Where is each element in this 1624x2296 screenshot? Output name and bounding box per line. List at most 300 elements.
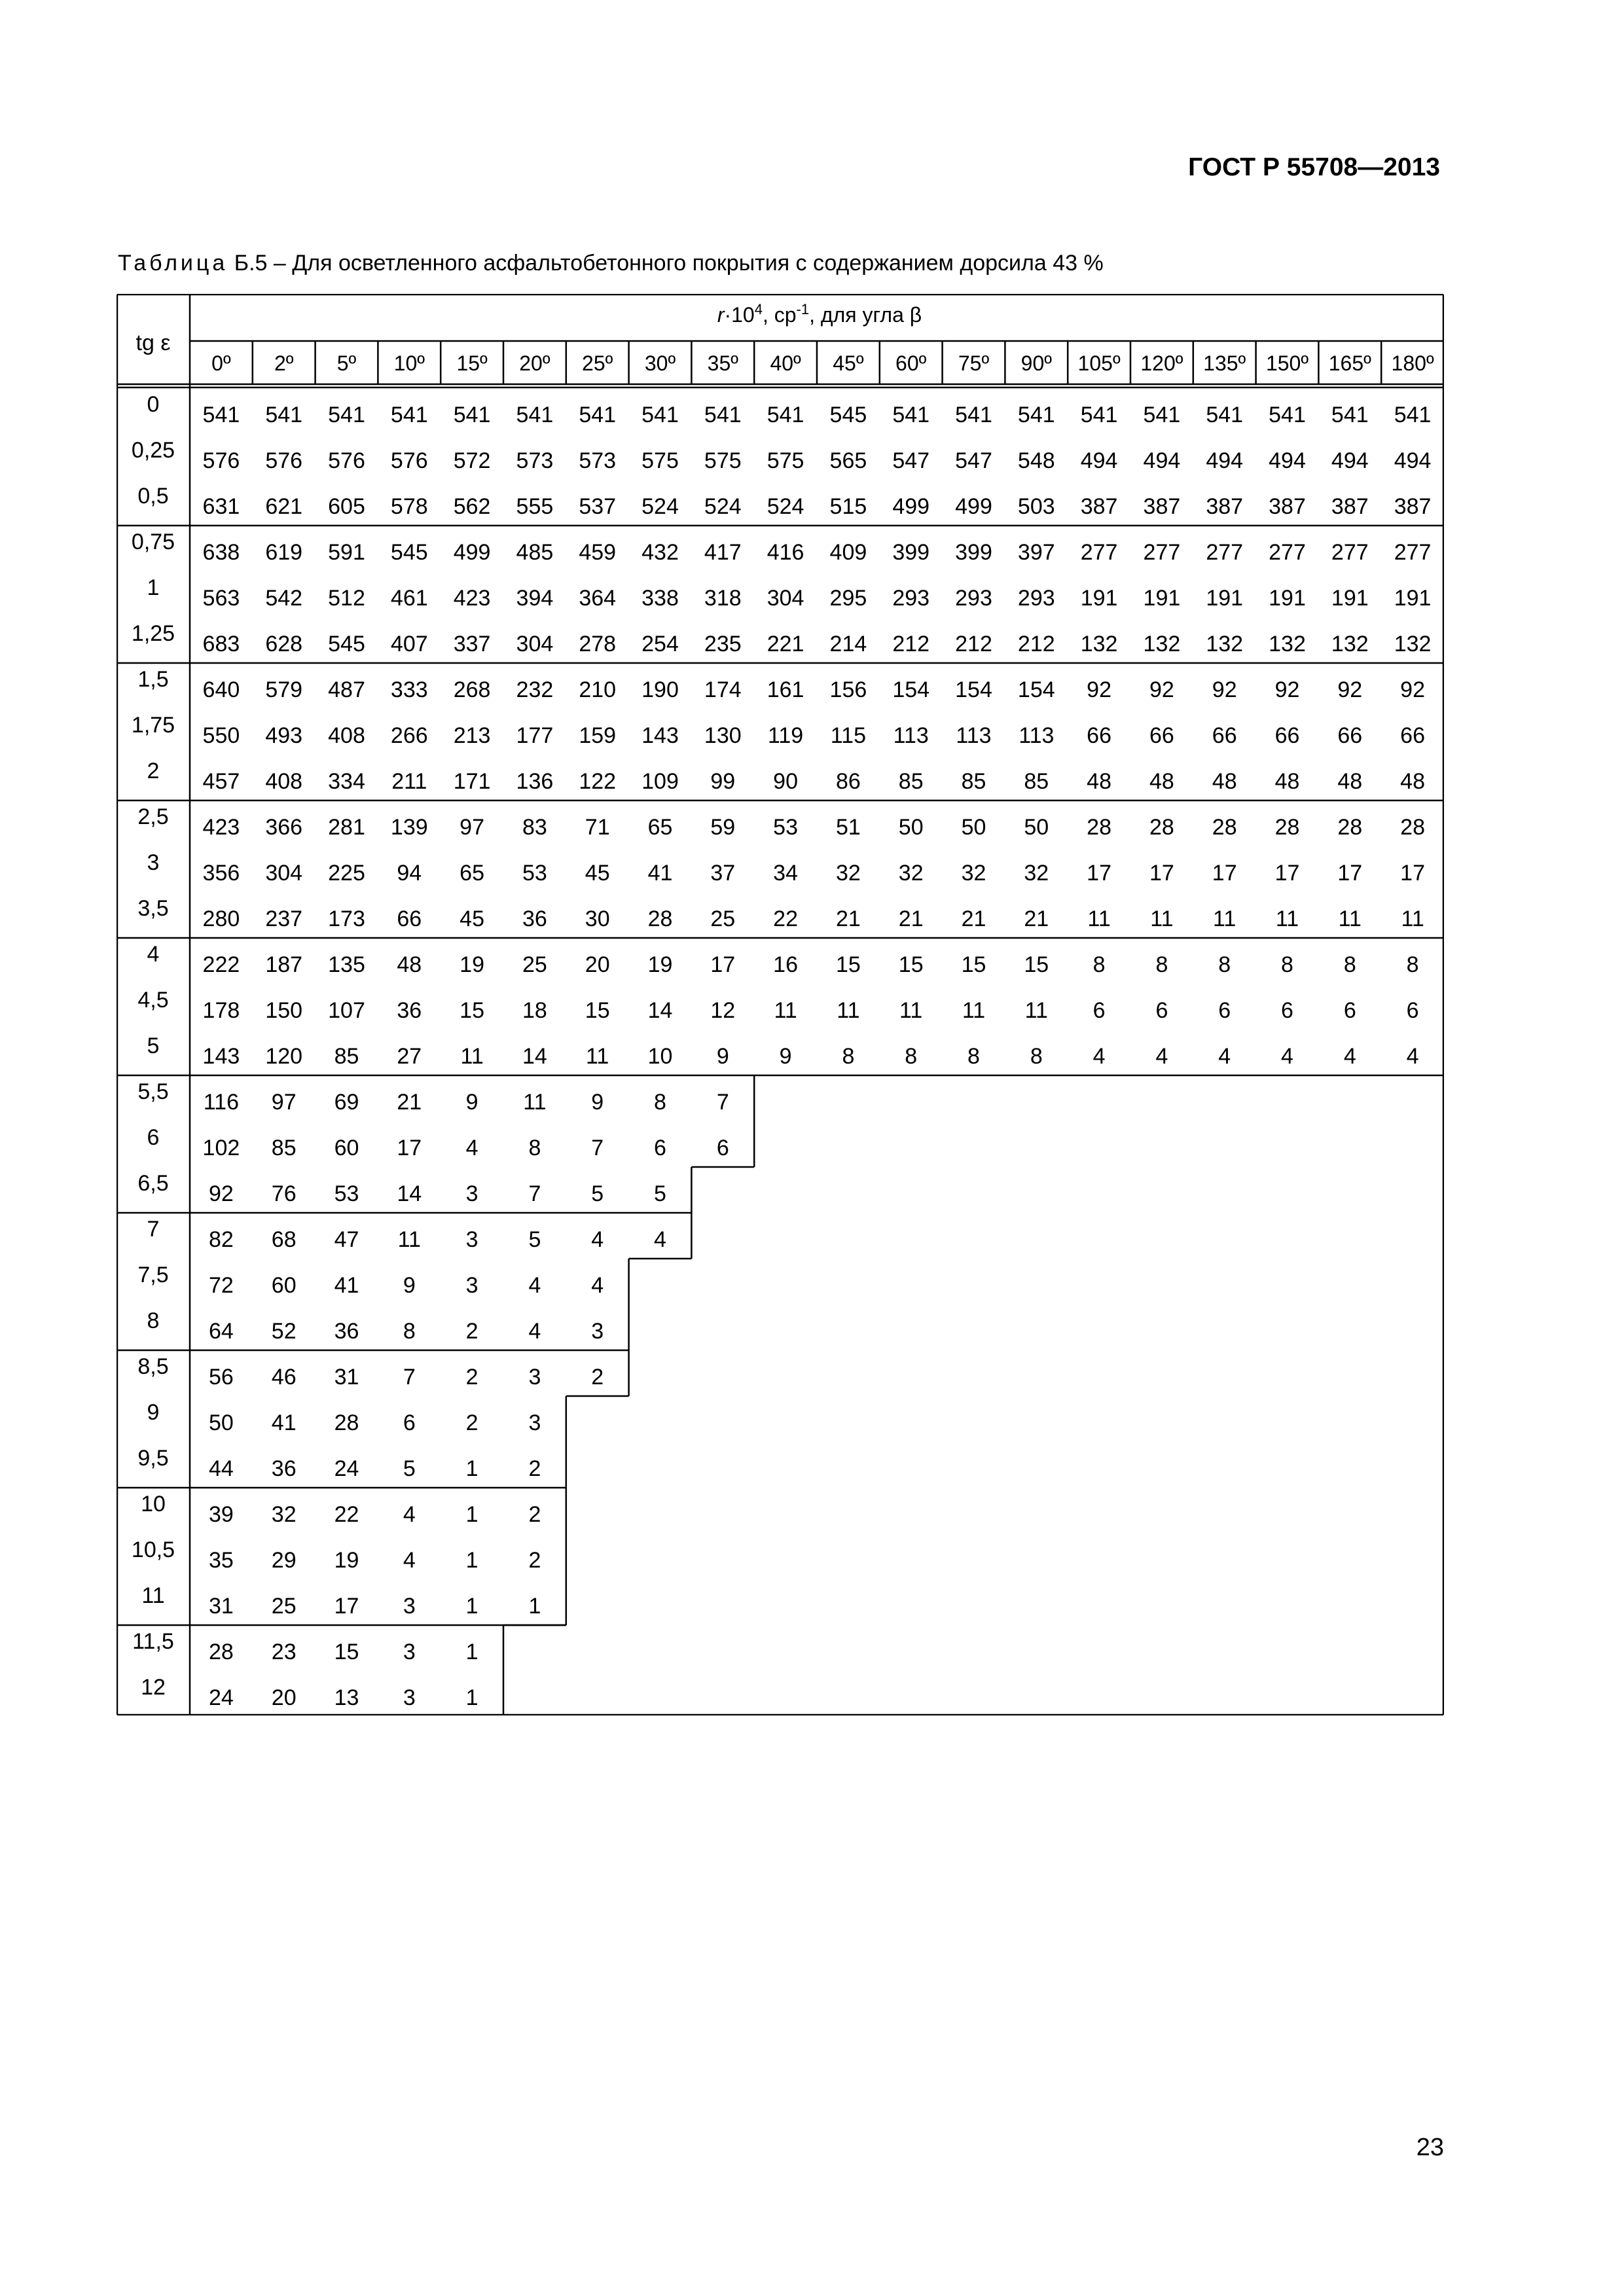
row-label: 4 <box>147 942 160 967</box>
table-cell: 66 <box>1212 723 1237 748</box>
table-cell: 416 <box>767 540 804 565</box>
column-header-13: 90º <box>1020 351 1052 375</box>
table-cell: 565 <box>829 448 867 473</box>
table-cell: 214 <box>829 632 867 656</box>
table-cell: 16 <box>773 952 799 977</box>
table-cell: 212 <box>1017 632 1055 656</box>
table-cell: 575 <box>704 448 742 473</box>
table-cell: 178 <box>202 998 240 1023</box>
table-cell: 18 <box>522 998 547 1023</box>
table-cell: 277 <box>1080 540 1118 565</box>
table-cell: 579 <box>265 677 303 702</box>
table-cell: 25 <box>710 906 736 931</box>
table-cell: 3 <box>465 1273 478 1298</box>
table-cell: 545 <box>390 540 428 565</box>
table-cell: 366 <box>265 815 303 840</box>
row-label: 6 <box>147 1125 160 1150</box>
table-cell: 281 <box>328 815 365 840</box>
column-header-18: 165º <box>1328 351 1371 375</box>
table-cell: 6 <box>654 1136 666 1160</box>
table-cell: 17 <box>1212 861 1237 886</box>
column-header-2: 5º <box>336 351 357 375</box>
table-cell: 132 <box>1269 632 1306 656</box>
table-cell: 4 <box>1218 1044 1231 1069</box>
table-cell: 191 <box>1269 586 1306 611</box>
table-cell: 5 <box>528 1227 541 1252</box>
table-cell: 119 <box>767 723 804 748</box>
table-cell: 177 <box>516 723 554 748</box>
table-cell: 139 <box>390 815 428 840</box>
table-cell: 4 <box>1406 1044 1419 1069</box>
table-cell: 82 <box>208 1227 234 1252</box>
table-cell: 235 <box>704 632 742 656</box>
row-label: 6,5 <box>137 1171 169 1196</box>
table-cell: 39 <box>208 1502 234 1527</box>
table-cell: 494 <box>1331 448 1369 473</box>
row-label: 11,5 <box>132 1629 174 1654</box>
table-cell: 541 <box>265 403 303 427</box>
table-cell: 19 <box>334 1548 359 1573</box>
table-cell: 27 <box>397 1044 422 1069</box>
table-cell: 461 <box>390 586 428 611</box>
table-cell: 11 <box>1338 906 1362 931</box>
column-header-base: 10 <box>731 303 755 327</box>
table-cell: 23 <box>271 1640 297 1664</box>
table-cell: 503 <box>1017 494 1055 519</box>
table-cell: 487 <box>328 677 365 702</box>
table-cell: 278 <box>579 632 617 656</box>
table-cell: 541 <box>328 403 365 427</box>
table-cell: 304 <box>265 861 303 886</box>
table-cell: 92 <box>1274 677 1300 702</box>
table-cell: 92 <box>1400 677 1426 702</box>
table-cell: 459 <box>579 540 617 565</box>
table-cell: 174 <box>704 677 742 702</box>
table-cell: 399 <box>892 540 930 565</box>
table-cell: 524 <box>641 494 679 519</box>
row-label: 8 <box>147 1308 160 1333</box>
table-cell: 17 <box>1274 861 1300 886</box>
table-cell: 15 <box>835 952 861 977</box>
table-cell: 17 <box>1337 861 1363 886</box>
table-cell: 2 <box>465 1365 478 1390</box>
table-cell: 337 <box>453 632 491 656</box>
table-cell: 191 <box>1331 586 1369 611</box>
row-label: 2 <box>147 759 160 783</box>
row-label: 12 <box>141 1675 166 1700</box>
column-header-15: 120º <box>1140 351 1183 375</box>
table-cell: 22 <box>334 1502 359 1527</box>
table-cell: 31 <box>208 1594 234 1619</box>
table-cell: 24 <box>208 1685 234 1710</box>
table-cell: 36 <box>334 1319 359 1344</box>
table-cell: 14 <box>647 998 673 1023</box>
row-label: 1,75 <box>131 713 175 738</box>
table-cell: 113 <box>1019 723 1055 748</box>
column-header-16: 135º <box>1203 351 1246 375</box>
table-cell: 8 <box>842 1044 855 1069</box>
table-cell: 25 <box>522 952 547 977</box>
row-label: 5 <box>147 1033 160 1058</box>
row-label: 10,5 <box>131 1537 175 1562</box>
standard-header: ГОСТ Р 55708—2013 <box>1188 153 1440 181</box>
table-cell: 92 <box>1337 677 1363 702</box>
table-cell: 10 <box>647 1044 673 1069</box>
table-cell: 9 <box>403 1273 416 1298</box>
table-cell: 83 <box>522 815 547 840</box>
table-cell: 97 <box>271 1090 297 1115</box>
row-label: 7 <box>147 1217 160 1242</box>
table-cell: 161 <box>767 677 804 702</box>
table-cell: 50 <box>1024 815 1049 840</box>
table-cell: 191 <box>1394 586 1432 611</box>
table-cell: 4 <box>591 1273 604 1298</box>
table-cell: 9 <box>591 1090 604 1115</box>
table-cell: 11 <box>962 998 986 1023</box>
table-cell: 3 <box>403 1594 416 1619</box>
column-header-11: 60º <box>895 351 927 375</box>
table-cell: 130 <box>704 723 742 748</box>
table-cell: 304 <box>767 586 804 611</box>
table-cell: 46 <box>271 1365 297 1390</box>
table-cell: 11 <box>837 998 860 1023</box>
table-cell: 45 <box>460 906 485 931</box>
table-cell: 524 <box>767 494 804 519</box>
table-cell: 494 <box>1143 448 1181 473</box>
table-cell: 53 <box>334 1181 359 1206</box>
table-cell: 3 <box>465 1181 478 1206</box>
table-cell: 578 <box>390 494 428 519</box>
table-cell: 15 <box>460 998 485 1023</box>
table-cell: 1 <box>528 1594 541 1619</box>
table-cell: 71 <box>585 815 610 840</box>
table-cell: 576 <box>202 448 240 473</box>
table-cell: 17 <box>334 1594 359 1619</box>
table-cell: 28 <box>1337 815 1363 840</box>
table-cell: 11 <box>460 1044 484 1069</box>
table-cell: 52 <box>271 1319 297 1344</box>
column-header-dot: · <box>724 303 732 327</box>
row-label: 1 <box>147 575 160 600</box>
table-caption-text: Б.5 – Для осветленного асфальтобетонного покрытия с содержанием дорсила 43 % <box>228 251 1104 276</box>
row-label: 0,25 <box>131 438 175 463</box>
table-cell: 28 <box>1087 815 1112 840</box>
table-cell: 334 <box>328 769 365 794</box>
column-header-3: 10º <box>393 351 425 375</box>
table-cell: 407 <box>390 632 428 656</box>
table-cell: 3 <box>528 1365 541 1390</box>
table-cell: 541 <box>579 403 617 427</box>
table-cell: 85 <box>334 1044 359 1069</box>
table-cell: 4 <box>403 1502 416 1527</box>
table-cell: 116 <box>203 1090 240 1115</box>
table-cell: 212 <box>892 632 930 656</box>
table-cell: 280 <box>202 906 240 931</box>
row-label: 0,75 <box>131 529 175 554</box>
table-cell: 576 <box>390 448 428 473</box>
table-cell: 143 <box>641 723 679 748</box>
table-cell: 550 <box>202 723 240 748</box>
table-cell: 8 <box>528 1136 541 1160</box>
table-cell: 19 <box>647 952 673 977</box>
table-cell: 295 <box>829 586 867 611</box>
table-cell: 494 <box>1206 448 1244 473</box>
table-cell: 156 <box>829 677 867 702</box>
table-cell: 11 <box>899 998 923 1023</box>
table-cell: 17 <box>1400 861 1426 886</box>
table-cell: 9 <box>716 1044 729 1069</box>
table-cell: 318 <box>704 586 742 611</box>
column-header-7: 30º <box>644 351 676 375</box>
table-cell: 397 <box>1017 540 1055 565</box>
column-header-10: 45º <box>833 351 864 375</box>
row-label: 10 <box>141 1492 166 1516</box>
table-cell: 120 <box>265 1044 303 1069</box>
table-cell: 32 <box>961 861 986 886</box>
table-cell: 154 <box>1017 677 1055 702</box>
table-cell: 48 <box>1087 769 1112 794</box>
table-cell: 8 <box>1343 952 1356 977</box>
table-cell: 11 <box>397 1227 421 1252</box>
table-cell: 541 <box>767 403 804 427</box>
table-cell: 187 <box>265 952 303 977</box>
table-cell: 21 <box>835 906 861 931</box>
table-cell: 17 <box>710 952 736 977</box>
table-cell: 7 <box>528 1181 541 1206</box>
row-label: 0 <box>147 392 160 417</box>
table-cell: 154 <box>955 677 992 702</box>
row-label: 5,5 <box>137 1079 169 1104</box>
table-cell: 11 <box>1087 906 1111 931</box>
table-cell: 132 <box>1143 632 1181 656</box>
table-cell: 541 <box>1017 403 1055 427</box>
table-cell: 541 <box>704 403 742 427</box>
table-cell: 85 <box>1024 769 1049 794</box>
column-header-0: 0º <box>211 351 231 375</box>
table-cell: 3 <box>403 1640 416 1664</box>
table-cell: 66 <box>1337 723 1363 748</box>
table-cell: 28 <box>208 1640 234 1664</box>
table-cell: 50 <box>961 815 986 840</box>
column-header-6: 25º <box>582 351 613 375</box>
table-cell: 387 <box>1331 494 1369 519</box>
table-cell: 86 <box>835 769 861 794</box>
table-cell: 48 <box>397 952 422 977</box>
table-cell: 21 <box>898 906 924 931</box>
table-cell: 621 <box>265 494 303 519</box>
table-cell: 2 <box>528 1502 541 1527</box>
table-cell: 548 <box>1017 448 1055 473</box>
table-cell: 6 <box>1406 998 1419 1023</box>
table-cell: 494 <box>1080 448 1118 473</box>
column-header-exponent: 4 <box>754 301 763 317</box>
table-cell: 575 <box>641 448 679 473</box>
table-cell: 11 <box>1024 998 1048 1023</box>
row-label: 4,5 <box>137 988 169 1013</box>
table-cell: 85 <box>898 769 924 794</box>
table-cell: 66 <box>397 906 422 931</box>
table-cell: 6 <box>1155 998 1168 1023</box>
table-cell: 11 <box>1401 906 1424 931</box>
row-label: 8,5 <box>137 1354 169 1379</box>
table-cell: 92 <box>1087 677 1112 702</box>
table-cell: 591 <box>328 540 365 565</box>
table-cell: 423 <box>453 586 491 611</box>
table-cell: 499 <box>453 540 491 565</box>
table-cell: 13 <box>334 1685 359 1710</box>
table-cell: 32 <box>271 1502 297 1527</box>
table-cell: 9 <box>779 1044 792 1069</box>
table-cell: 1 <box>465 1456 478 1481</box>
table-cell: 542 <box>265 586 303 611</box>
table-cell: 113 <box>893 723 929 748</box>
table-cell: 1 <box>465 1548 478 1573</box>
table-cell: 4 <box>528 1319 541 1344</box>
table-cell: 576 <box>328 448 365 473</box>
table-cell: 11 <box>523 1090 547 1115</box>
table-cell: 545 <box>328 632 365 656</box>
table-cell: 21 <box>1024 906 1049 931</box>
table-cell: 50 <box>208 1410 234 1435</box>
row-label: 9,5 <box>137 1446 169 1471</box>
table-cell: 17 <box>1149 861 1174 886</box>
table-cell: 132 <box>1394 632 1432 656</box>
table-cell: 619 <box>265 540 303 565</box>
table-cell: 638 <box>202 540 240 565</box>
table-cell: 4 <box>591 1227 604 1252</box>
row-label: 1,5 <box>137 667 169 692</box>
table-cell: 31 <box>334 1365 359 1390</box>
table-cell: 94 <box>397 861 422 886</box>
table-cell: 150 <box>265 998 303 1023</box>
table-cell: 304 <box>516 632 554 656</box>
table-cell: 494 <box>1394 448 1432 473</box>
table-cell: 576 <box>265 448 303 473</box>
table-cell: 65 <box>647 815 673 840</box>
table-cell: 8 <box>1155 952 1168 977</box>
table-cell: 20 <box>271 1685 297 1710</box>
table-cell: 4 <box>1155 1044 1168 1069</box>
table-cell: 387 <box>1394 494 1432 519</box>
column-header-12: 75º <box>958 351 990 375</box>
table-cell: 136 <box>516 769 554 794</box>
table-cell: 51 <box>835 815 861 840</box>
table-cell: 154 <box>892 677 930 702</box>
table-cell: 628 <box>265 632 303 656</box>
table-cell: 293 <box>955 586 992 611</box>
row-header-label: tg ε <box>135 331 171 355</box>
table-cell: 277 <box>1394 540 1432 565</box>
table-cell: 143 <box>202 1044 240 1069</box>
table-cell: 109 <box>641 769 679 794</box>
table-cell: 85 <box>961 769 986 794</box>
row-label: 1,25 <box>131 621 175 646</box>
table-cell: 8 <box>403 1319 416 1344</box>
table-cell: 191 <box>1143 586 1181 611</box>
table-cell: 512 <box>328 586 365 611</box>
table-cell: 9 <box>465 1090 478 1115</box>
table-cell: 14 <box>397 1181 422 1206</box>
table-cell: 268 <box>453 677 491 702</box>
table-cell: 35 <box>208 1548 234 1573</box>
table-cell: 28 <box>1149 815 1174 840</box>
table-cell: 41 <box>271 1410 297 1435</box>
table-cell: 5 <box>403 1456 416 1481</box>
table-cell: 41 <box>647 861 673 886</box>
table-cell: 28 <box>1400 815 1426 840</box>
table-cell: 3 <box>591 1319 604 1344</box>
table-cell: 11 <box>1275 906 1299 931</box>
table-cell: 423 <box>202 815 240 840</box>
table-cell: 3 <box>528 1410 541 1435</box>
table-cell: 4 <box>1343 1044 1356 1069</box>
table-cell: 5 <box>591 1181 604 1206</box>
table-cell: 36 <box>271 1456 297 1481</box>
table-caption <box>118 251 1104 276</box>
table-cell: 6 <box>1343 998 1356 1023</box>
column-header-19: 180º <box>1391 351 1434 375</box>
table-cell: 113 <box>956 723 992 748</box>
table-cell: 20 <box>585 952 610 977</box>
table-cell: 90 <box>773 769 799 794</box>
row-label: 7,5 <box>137 1263 169 1287</box>
table-cell: 132 <box>1331 632 1369 656</box>
column-header-angle: , для угла β <box>809 303 922 327</box>
table-cell: 387 <box>1269 494 1306 519</box>
table-cell: 573 <box>516 448 554 473</box>
table-cell: 4 <box>528 1273 541 1298</box>
table-cell: 37 <box>710 861 736 886</box>
table-cell: 537 <box>579 494 617 519</box>
table-cell: 210 <box>579 677 617 702</box>
table-cell: 4 <box>465 1136 478 1160</box>
table-cell: 640 <box>202 677 240 702</box>
table-cell: 555 <box>516 494 554 519</box>
table-cell: 356 <box>202 861 240 886</box>
table-cell: 547 <box>955 448 992 473</box>
table-cell: 399 <box>955 540 992 565</box>
table-cell: 102 <box>202 1136 240 1160</box>
table-cell: 191 <box>1206 586 1244 611</box>
table-cell: 631 <box>202 494 240 519</box>
table-cell: 6 <box>1092 998 1106 1023</box>
table-cell: 44 <box>208 1456 234 1481</box>
table-cell: 277 <box>1143 540 1181 565</box>
column-header-1: 2º <box>274 351 294 375</box>
table-cell: 22 <box>773 906 799 931</box>
table-cell: 32 <box>1024 861 1049 886</box>
table-cell: 417 <box>704 540 742 565</box>
table-cell: 4 <box>403 1548 416 1573</box>
column-group-header <box>717 301 922 327</box>
row-label: 3,5 <box>137 896 169 921</box>
row-label: 3 <box>147 850 160 875</box>
table-cell: 8 <box>967 1044 980 1069</box>
table-cell: 36 <box>397 998 422 1023</box>
table-cell: 4 <box>1281 1044 1293 1069</box>
table-cell: 8 <box>1281 952 1293 977</box>
table-cell: 387 <box>1143 494 1181 519</box>
table-cell: 572 <box>453 448 491 473</box>
table-cell: 541 <box>1331 403 1369 427</box>
table-cell: 409 <box>829 540 867 565</box>
row-label: 0,5 <box>137 484 169 509</box>
table-cell: 605 <box>328 494 365 519</box>
table-cell: 24 <box>334 1456 359 1481</box>
table-cell: 56 <box>208 1365 234 1390</box>
table-cell: 132 <box>1206 632 1244 656</box>
table-cell: 213 <box>453 723 491 748</box>
